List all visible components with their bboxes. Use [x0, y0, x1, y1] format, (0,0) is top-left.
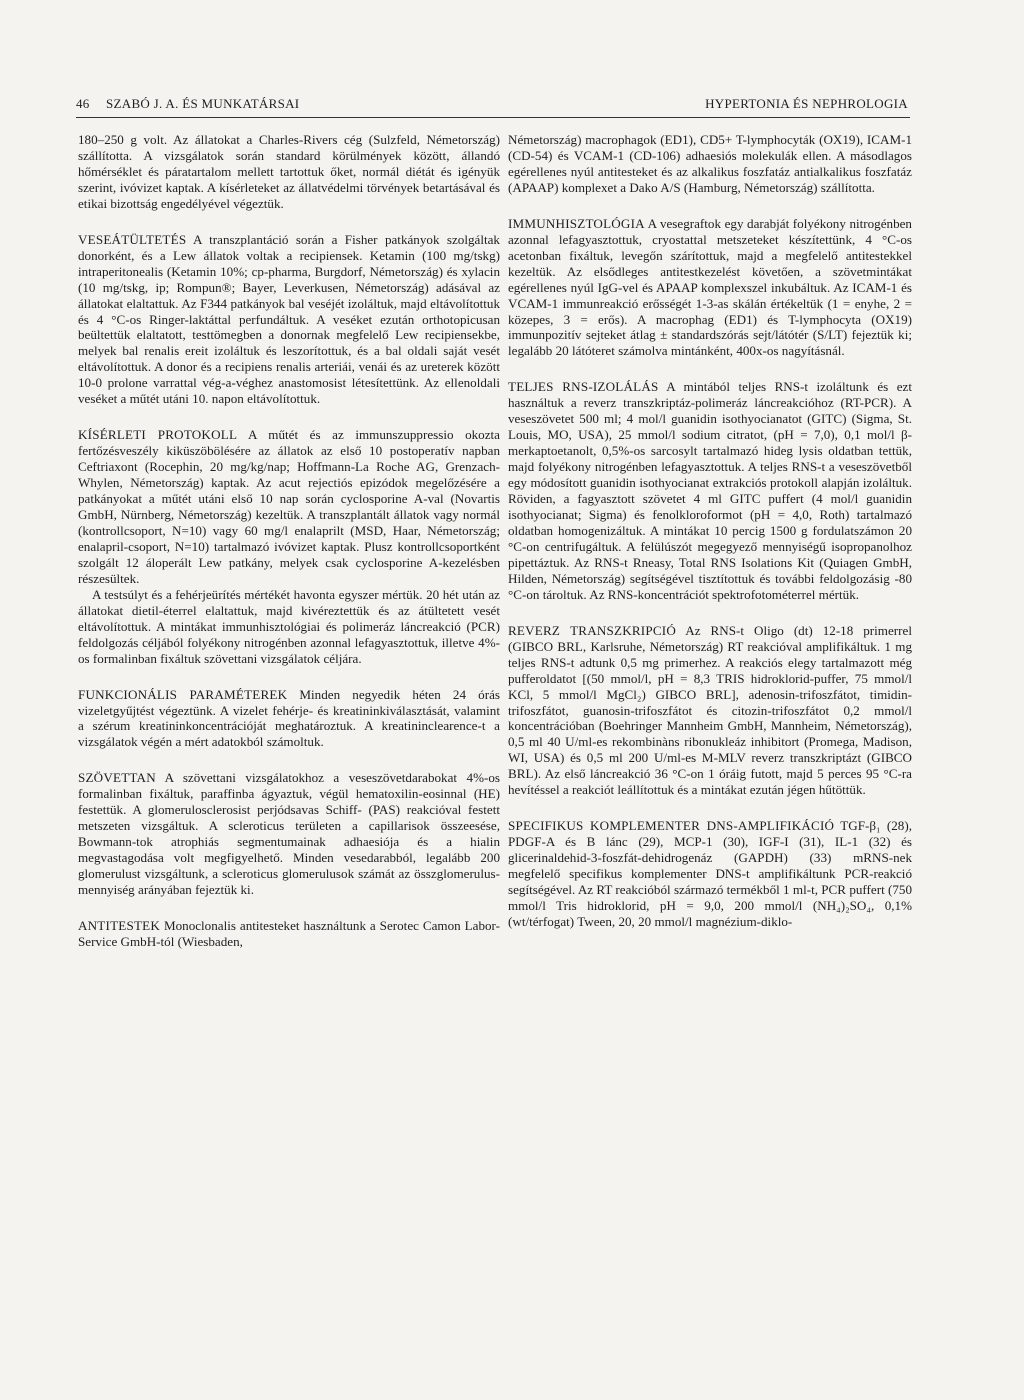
section-heading: REVERZ TRANSZKRIPCIÓ	[508, 622, 676, 638]
section-reverse-transcription	[508, 623, 912, 798]
section-text: A transzplantáció során a Fisher patkányok szolgáltak donorként, és a Lew állatok voltak a recipiensek. Ketamin (100 mg/tskg) intraperitonealis (Ketamin 10%; cp-pharma, Burgdorf, Németország) és xylacin (10 mg/tskg, ip; Rompun®; Bayer, Leverkusen, Németország) adásával az állatokat elaltattuk. Az F344 patkányok bal veséjét izoláltuk, majd eltávolítottuk és 4 °C-os Ringer-laktáttal perfundáltuk. A veséket ezután orthotopicusan beültettük elaltatott, testtömegben a donornak megfelelő Lew recipiensekbe, melyek bal renalis ereit izoláltuk és leszorítottuk, és a bal oldali saját vesét eltávolítottuk. A donor és a recipiens renalis arteriái, venái és az ureterek között 10-0 prolone varrattal vég-a-véghez anastomosist létesítettünk. Az ellenoldali veséket a műtét utáni 10. napon eltávolítottuk.	[78, 231, 500, 407]
section-text: A mintából teljes RNS-t izoláltunk és ezt használtuk a reverz transzkriptáz-polimeráz láncreakcióhoz (RT-PCR). A veseszövetet 500 ml; 4 mol/l guanidin isothyocianatot (GITC) (Sigma, St. Louis, MO, USA), 25 mmol/l sodium citratot, (pH = 7,0), 0,1 mol/l β-merkaptoetanolt, 0,5%-os sarcosylt tartalmazó hideg lysis oldatban tettük, majd folyékony nitrogénben lefagyasztottuk. A teljes RNS-t a veseszövetből egy módosított guanidin isothyocianat extrakciós protokoll alapján izoláltuk. Röviden, a fagyasztott szövetet 4 ml GITC puffert (4 mol/l guanidin isothyocianat; Sigma) és fenolkloroformot (pH = 4,0, Roth) tartalmazó oldatban homogenizáltuk. A mintákat 10 percig 1500 g fordulatszámon 20 °C-on centrifugáltuk. A felülúszót megegyező mennyiségű isopropanolhoz pipettáztuk. Az RNS-t Rneasy, Total RNS Isolations Kit (Quiagen GmbH, Hilden, Németország) segítségével tisztítottuk és további feldolgozásig -80 °C-on tároltuk. Az RNS-koncentrációt spektrofotométerrel mértük.	[508, 379, 912, 602]
right-column	[508, 132, 912, 950]
page-number: 46	[76, 96, 90, 111]
running-header	[76, 92, 908, 114]
section-cdna-amplification	[508, 818, 912, 930]
section-text: A műtét és az immunszuppressio okozta fertőzésveszély kiküszöbölésére az állatok az első 10 postoperatív napban Ceftriaxont (Rocephin, 20 mg/kg/nap; Hoffmann-La Roche AG, Grenzach-Whylen, Németország) kaptak. Az acut rejectiós epizódok megelőzésére a patkányokat a műtét utáni első 10 nap során cyclosporine A-val (Novartis GmbH, Nürnberg, Németország) kezeltük. A transzplantált állatok vagy normál (kontrollcsoport, N=10) vagy 60 mg/l enalaprilt (MSD, Haar, Németország; enalapril-csoport, N=10) tartalmazó ivóvizet kaptak. Plusz kontrollcsoportként szolgált 12 áloperált Lew patkány, melyek csak cyclosporine A-kezelésben részesültek.	[78, 427, 500, 586]
header-rule	[76, 117, 910, 118]
section-rna-isolation	[508, 379, 912, 602]
section-immunohistology	[508, 216, 912, 360]
section-heading: IMMUNHISZTOLÓGIA	[508, 215, 645, 231]
running-authors: SZABÓ J. A. ÉS MUNKATÁRSAI	[106, 96, 300, 111]
section-text: Minden negyedik héten 24 órás vizeletgyűjtést végeztünk. A vizelet fehérje- és kreatininkiválasztását, valamint a szérum kreatininkoncentrációját meghatároztuk. A kreatininclearence-t a vizsgálatok végén a mért adatokból számoltuk.	[78, 686, 500, 750]
section-kidney-transplant	[78, 232, 500, 407]
section-heading: VESEÁTÜLTETÉS	[78, 231, 187, 247]
journal-title: HYPERTONIA ÉS NEPHROLOGIA	[705, 96, 908, 111]
section-heading: SPECIFIKUS KOMPLEMENTER DNS-AMPLIFIKÁCIÓ	[508, 818, 835, 834]
section-text: Monoclonalis antitesteket használtunk a Serotec Camon Labor-Service GmbH-tól (Wiesbaden,	[78, 917, 500, 949]
section-heading: SZÖVETTAN	[78, 770, 156, 786]
paragraph-protocol-cont: A testsúlyt és a fehérjeürítés mértékét havonta egyszer mértük. 20 hét után az állatokat dietil-éterrel elaltattuk, majd kivéreztettük és az átültetett vesét eltávolítottuk. A mintákat immunhisztológiai és polimeráz láncreakció (PCR) feldolgozás céljából folyékony nitrogénben azonnal lefagyasztottuk, illetve 4%-os formalinban fixáltuk szövettani vizsgálatok céljára.	[78, 586, 500, 666]
paragraph-animals: 180–250 g volt. Az állatokat a Charles-Rivers cég (Sulzfeld, Németország) szállította. A vizsgálatok során standard körülmények között, állandó hőmérséklet és páratartalom mellett tartottuk őket, normál diétát és igényük szerint, ivóvizet kaptak. A kísérleteket az állatvédelmi törvények betartásával és etikai bizottság engedélyével végeztük.	[78, 132, 500, 211]
section-text: TGF-β₁ (28), PDGF-A és B lánc (29), MCP-1 (30), IGF-I (31), IL-1 (32) és glicerinaldehid-3-foszfát-dehidrogenáz (GAPDH) (33) mRNS-nek megfelelő specifikus komplementer DNS-t amplifikáltunk PCR-reakció segítségével. Az RT reakcióból származó termékből 1 ml-t, PCR puffert (750 mmol/l Tris hidroklorid, pH = 9,0, 200 mmol/l (NH₄)₂SO₄, 0,1% (wt/térfogat) Tween, 20, 20 mmol/l magnézium-diklo-	[508, 818, 912, 929]
section-text: A szövettani vizsgálatokhoz a veseszövetdarabokat 4%-os formalinban fixáltuk, paraffinba ágyaztuk, végül hematoxilin-eosinnal (HE) festettük. A glomerulosclerosist perjódsavas Schiff- (PAS) reakcióval festett metszeten vizsgáltuk. A scleroticus területen a capillarisok összeesése, Bowmann-tok atrophiás segmentumainak adhaesiója és a hialin megvastagodása volt megfigyelhető. Minden vesedarabból, legalább 200 glomerulust vizsgáltunk, a scleroticus glomerulusok számát az összglomerulus-mennyiség arányában fejeztük ki.	[78, 770, 500, 898]
section-heading: KÍSÉRLETI PROTOKOLL	[78, 427, 238, 443]
section-histology	[78, 770, 500, 898]
section-functional	[78, 687, 500, 751]
section-antibodies	[78, 918, 500, 950]
section-protocol	[78, 427, 500, 587]
section-text: Az RNS-t Oligo (dt) 12-18 primerrel (GIBCO BRL, Karlsruhe, Németország) RT reakcióval amplifikáltuk. 1 mg teljes RNS-t adtunk 0,5 mg primerhez. A reakciós elegy tartalmazott még pufferoldatot [(50 mmol/l, pH = 8,3 TRIS hidroklorid-puffer, 75 mmol/l KCl, 5 mmol/l MgCl₂) GIBCO BRL], adenosin-trifoszfátot, timidin-trifoszfátot, guanosin-trifoszfátot és citozin-trifoszfátot 0,2 mmol/l koncentrációban (Boehringer Mannheim GmbH, Mannheim, Németország), 0,5 ml 40 U/ml-es rekombinàns ribonukleáz inhibitort (Promega, Madison, WI, USA) és 0,5 ml 200 U/ml-es M-MLV reverz transzkriptázt (GIBCO BRL). Az első láncreakció 36 °C-on 1 óráig futott, majd 5 perces 95 °C-ra hevítéssel a reakciót leállítottuk és a mintákat ezután jégen hűtöttük.	[508, 622, 912, 798]
section-heading: ANTITESTEK	[78, 917, 161, 933]
section-text: A vesegraftok egy darabját folyékony nitrogénben azonnal lefagyasztottuk, cryostattal metszeteket készítettünk, 4 °C-os acetonban fixáltuk, levegőn szárítottuk, majd a megfelelő antitestekkel kezeltük. Az elsődleges antitestkezelést követően, a szövetmintákat egérellenes nyúl IgG-vel és APAAP komplexszel inkubáltuk. Az ICAM-1 és VCAM-1 immunreakció erősségét 1-3-as skálán értékeltük (1 = enyhe, 2 = közepes, 3 = erős). A macrophag (ED1) és T-lymphocyta (OX19) immunpozitív sejteket átlag ± standardszórás sejt/látótér (S/LT) fejeztük ki; legalább 20 látóteret számolva mintánként, 400x-os nagyításnál.	[508, 215, 912, 359]
left-column	[78, 132, 500, 970]
paragraph-antibodies-cont: Németország) macrophagok (ED1), CD5+ T-lymphocyták (OX19), ICAM-1 (CD-54) és VCAM-1 (CD-106) adhaesiós molekulák ellen. A másodlagos egérellenes nyúl antitesteket és az alkalikus foszfatáz antialkalikus foszfatáz (APAAP) komplexet a Dako A/S (Hamburg, Németország) szállította.	[508, 132, 912, 195]
section-heading: FUNKCIONÁLIS PARAMÉTEREK	[78, 686, 288, 702]
section-heading: TELJES RNS-IZOLÁLÁS	[508, 379, 659, 395]
